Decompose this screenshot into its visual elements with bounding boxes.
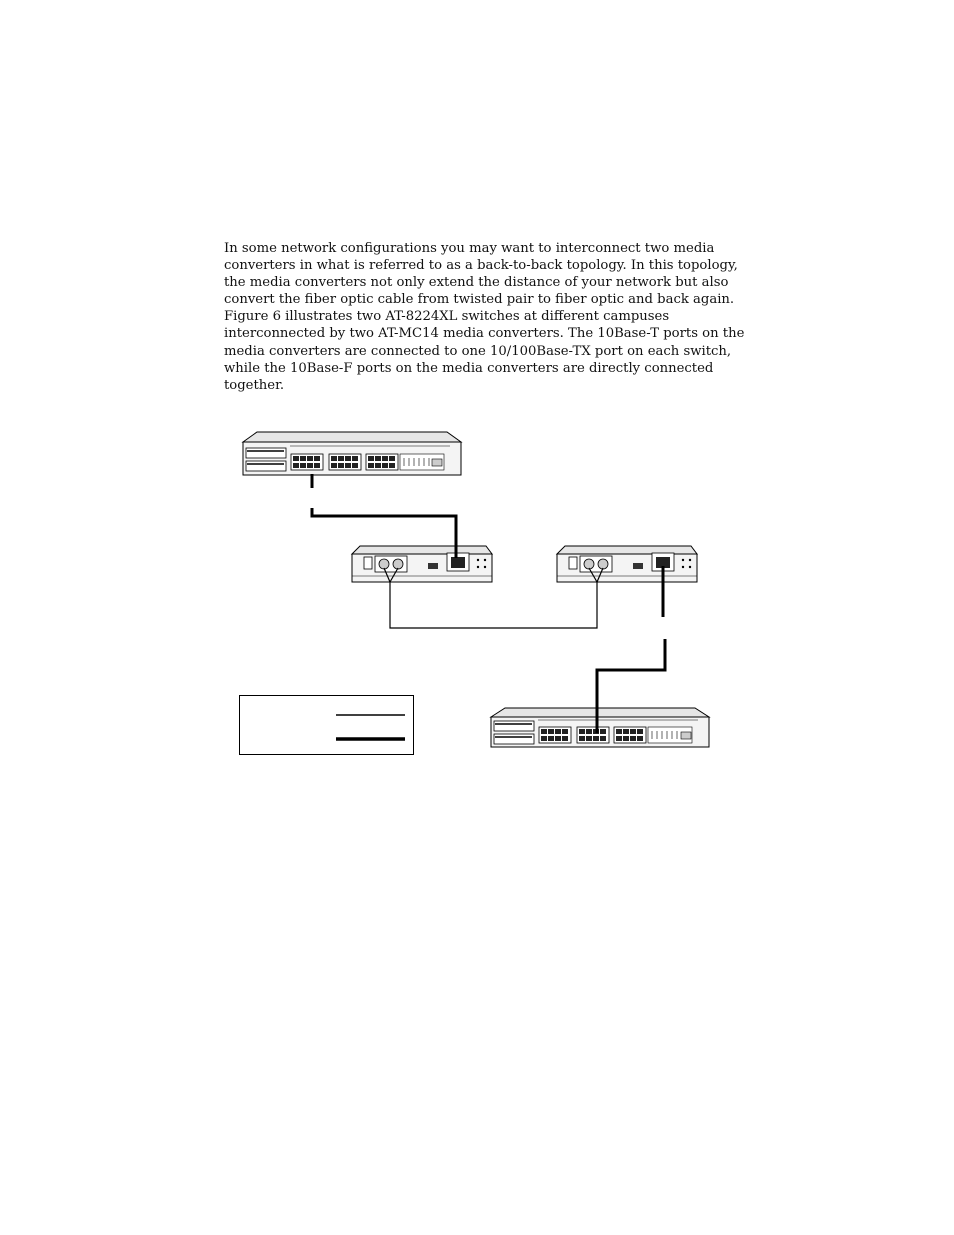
paragraph-line: Figure 6 illustrates two AT-8224XL switches at different campuses: [224, 309, 670, 325]
paragraph-line: interconnected by two AT-MC14 media converters. The 10Base-T ports on the: [224, 326, 745, 342]
paragraph-line: media converters are connected to one 10/100Base-TX port on each switch,: [224, 343, 732, 359]
paragraph-line: converters in what is referred to as a back-to-back topology. In this topology,: [224, 258, 738, 274]
media-converter-icon: [352, 546, 492, 582]
paragraph-line: convert the fiber optic cable from twisted pair to fiber optic and back again.: [224, 292, 735, 308]
paragraph-line: together.: [224, 377, 285, 393]
media-converter-icon: [557, 546, 697, 582]
paragraph-line: In some network configurations you may want to interconnect two media: [224, 241, 715, 256]
switch-icon: [491, 708, 709, 747]
twisted-pair-cable: [312, 474, 456, 558]
legend: [240, 696, 414, 755]
switch-icon: [243, 432, 461, 475]
paragraph-line: the media converters not only extend the distance of your network but also: [224, 275, 729, 291]
paragraph-line: while the 10Base-F ports on the media converters are directly connected: [224, 360, 714, 376]
